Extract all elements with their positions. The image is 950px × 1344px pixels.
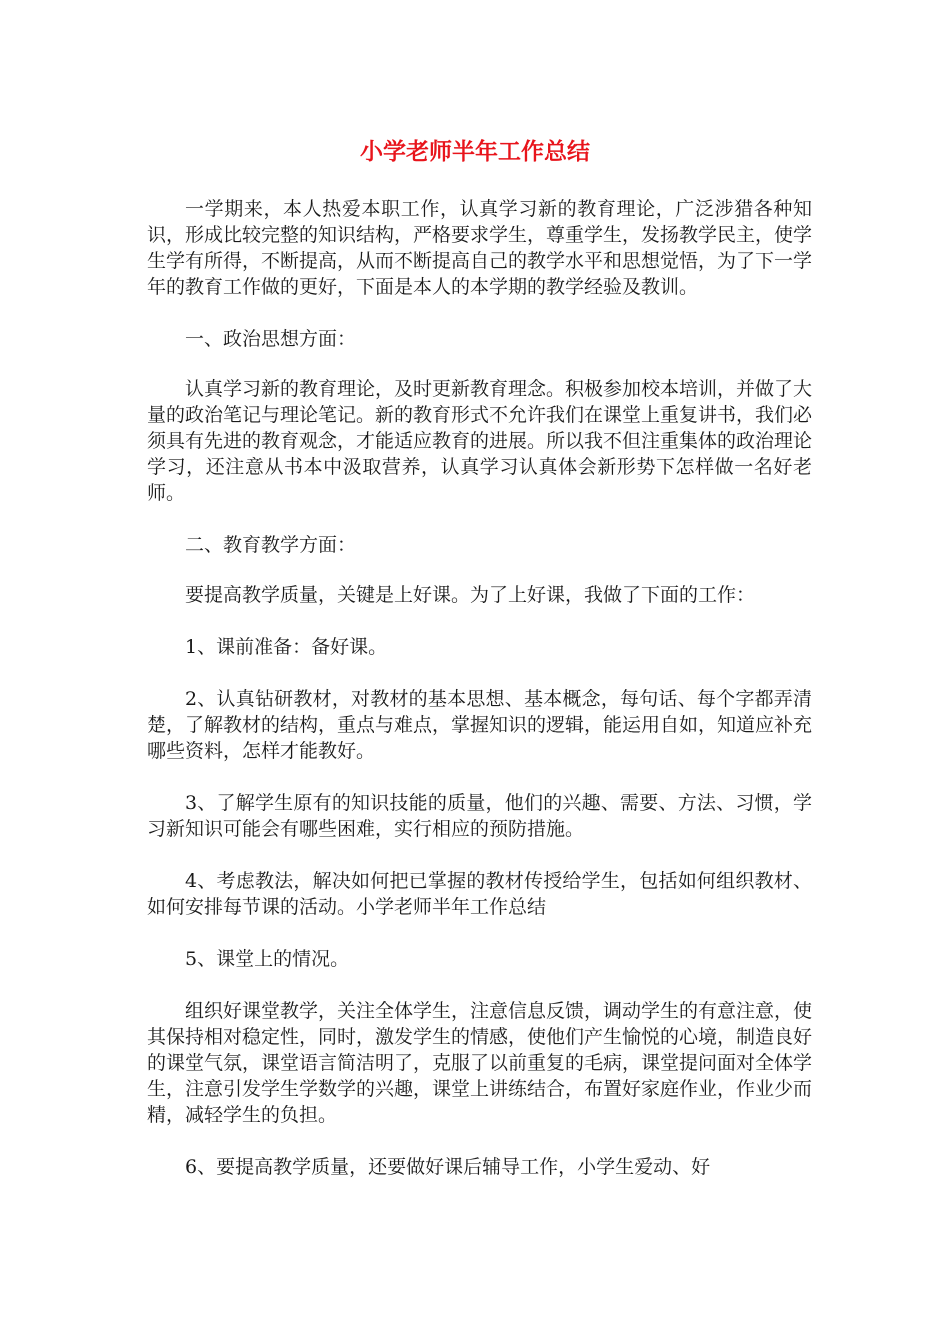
- document-title: 小学老师半年工作总结: [360, 139, 590, 165]
- list-item-2: 2、认真钻研教材，对教材的基本思想、基本概念，每句话、每个字都弄清楚，了解教材的结构，重点与难点，掌握知识的逻辑，能运用自如，知道应补充哪些资料，怎样才能教好。: [147, 688, 813, 762]
- paragraph-politics: 认真学习新的教育理论，及时更新教育理念。积极参加校本培训，并做了大量的政治笔记与理论笔记。新的教育形式不允许我们在课堂上重复讲书，我们必须具有先进的教育观念，才能适应教育的进展。所以我不但注重集体的政治理论学习，还注意从书本中汲取营养，认真学习认真体会新形势下怎样做一名好老师。: [147, 378, 813, 504]
- list-item-3: 3、了解学生原有的知识技能的质量，他们的兴趣、需要、方法、习惯，学习新知识可能会有哪些困难，实行相应的预防措施。: [147, 792, 812, 840]
- list-item-4: 4、考虑教法，解决如何把已掌握的教材传授给学生，包括如何组织教材、如何安排每节课的活动。小学老师半年工作总结: [147, 870, 812, 918]
- paragraph-teaching-intro: 要提高教学质量，关键是上好课。为了上好课，我做了下面的工作：: [185, 584, 756, 606]
- list-item-1: 1、课前准备：备好课。: [185, 636, 388, 658]
- list-item-5: 5、课堂上的情况。: [185, 948, 350, 970]
- paragraph-intro: 一学期来，本人热爱本职工作，认真学习新的教育理论，广泛涉猎各种知识，形成比较完整的知识结构，严格要求学生，尊重学生，发扬教学民主，使学生学有所得，不断提高，从而不断提高自己的教学水平和思想觉悟，为了下一学年的教育工作做的更好，下面是本人的本学期的教学经验及教训。: [147, 198, 813, 298]
- paragraph-classroom: 组织好课堂教学，关注全体学生，注意信息反馈，调动学生的有意注意，使其保持相对稳定性，同时，激发学生的情感，使他们产生愉悦的心境，制造良好的课堂气氛，课堂语言简洁明了，克服了以前重复的毛病，课堂提问面对全体学生，注意引发学生学数学的兴趣，课堂上讲练结合，布置好家庭作业，作业少而精，减轻学生的负担。: [147, 1000, 813, 1126]
- section-heading-politics: 一、政治思想方面：: [185, 328, 357, 350]
- document-body: [147, 196, 812, 1206]
- list-item-6: 6、要提高教学质量，还要做好课后辅导工作，小学生爱动、好: [185, 1156, 711, 1178]
- section-heading-teaching: 二、教育教学方面：: [185, 534, 357, 556]
